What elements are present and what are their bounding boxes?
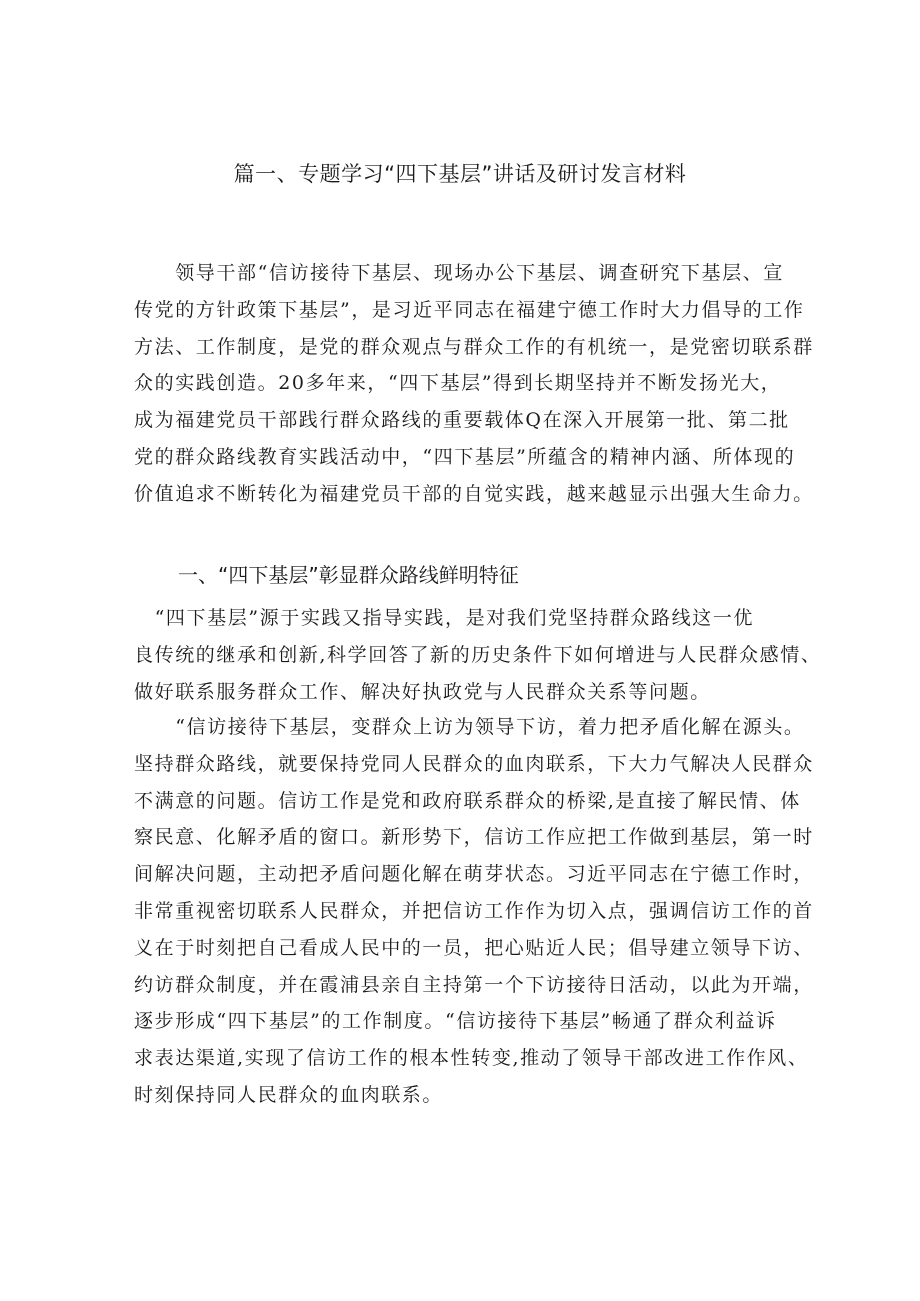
paragraph-line: 察民意、化解矛盾的窗口。新形势下，信访工作应把工作做到基层，第一时: [134, 826, 814, 849]
paragraph-line: 约访群众制度，并在霞浦县亲自主持第一个下访接待日活动，以此为开端，: [134, 973, 814, 996]
paragraph-line: 价值追求不断转化为福建党员干部的自觉实践，越来越显示出强大生命力。: [134, 482, 814, 505]
paragraph-line: 做好联系服务群众工作、解决好执政党与人民群众关系等问题。: [134, 680, 711, 703]
paragraph-line: 党的群众路线教育实践活动中，“四下基层”所蕴含的精神内涵、所体现的: [134, 445, 796, 468]
paragraph-line: 义在于时刻把自己看成人民中的一员，把心贴近人民；倡导建立领导下访、: [134, 936, 814, 959]
document-title: 篇一、专题学习“四下基层”讲话及研讨发言材料: [233, 162, 687, 186]
paragraph-line: “信访接待下基层，变群众上访为领导下访，着力把矛盾化解在源头。: [134, 716, 805, 738]
paragraph-line: 众的实践创造。20多年来，“四下基层”得到长期坚持并不断发扬光大，: [134, 372, 782, 395]
paragraph-line: 时刻保持同人民群众的血肉联系。: [134, 1083, 444, 1106]
section-heading: 一、“四下基层”彰显群众路线鲜明特征: [178, 563, 519, 587]
paragraph-intro: [134, 255, 814, 513]
paragraph-line: 坚持群众路线，就要保持党同人民群众的血肉联系，下大力气解决人民群众: [134, 752, 814, 775]
paragraph-line: “四下基层”源于实践又指导实践，是对我们党坚持群众路线这一优: [134, 607, 755, 629]
paragraph-line: 领导干部“信访接待下基层、现场办公下基层、调查研究下基层、宣: [134, 262, 784, 284]
paragraph-line: 方法、工作制度，是党的群众观点与群众工作的有机统一，是党密切联系群: [134, 335, 814, 358]
paragraph-line: 间解决问题，主动把矛盾问题化解在萌芽状态。习近平同志在宁德工作时，: [134, 863, 814, 886]
paragraph-line: 逐步形成“四下基层”的工作制度。“信访接待下基层”畅通了群众利益诉: [134, 1010, 777, 1033]
paragraph-line: 非常重视密切联系人民群众，并把信访工作作为切入点，强调信访工作的首: [134, 899, 814, 922]
paragraph-section1-intro: [134, 600, 822, 710]
paragraph-line: 良传统的继承和创新,科学回答了新的历史条件下如何增进与人民群众感情、: [134, 643, 822, 666]
paragraph-line: 求表达渠道,实现了信访工作的根本性转变,推动了领导干部改进工作作风、: [134, 1047, 809, 1070]
paragraph-line: 成为福建党员干部践行群众路线的重要载体Q在深入开展第一批、第二批: [134, 409, 790, 432]
paragraph-petition: [134, 709, 814, 1114]
paragraph-line: 不满意的问题。信访工作是党和政府联系群众的桥梁,是直接了解民情、体: [134, 789, 801, 812]
paragraph-line: 传党的方针政策下基层”，是习近平同志在福建宁德工作时大力倡导的工作: [134, 298, 805, 321]
